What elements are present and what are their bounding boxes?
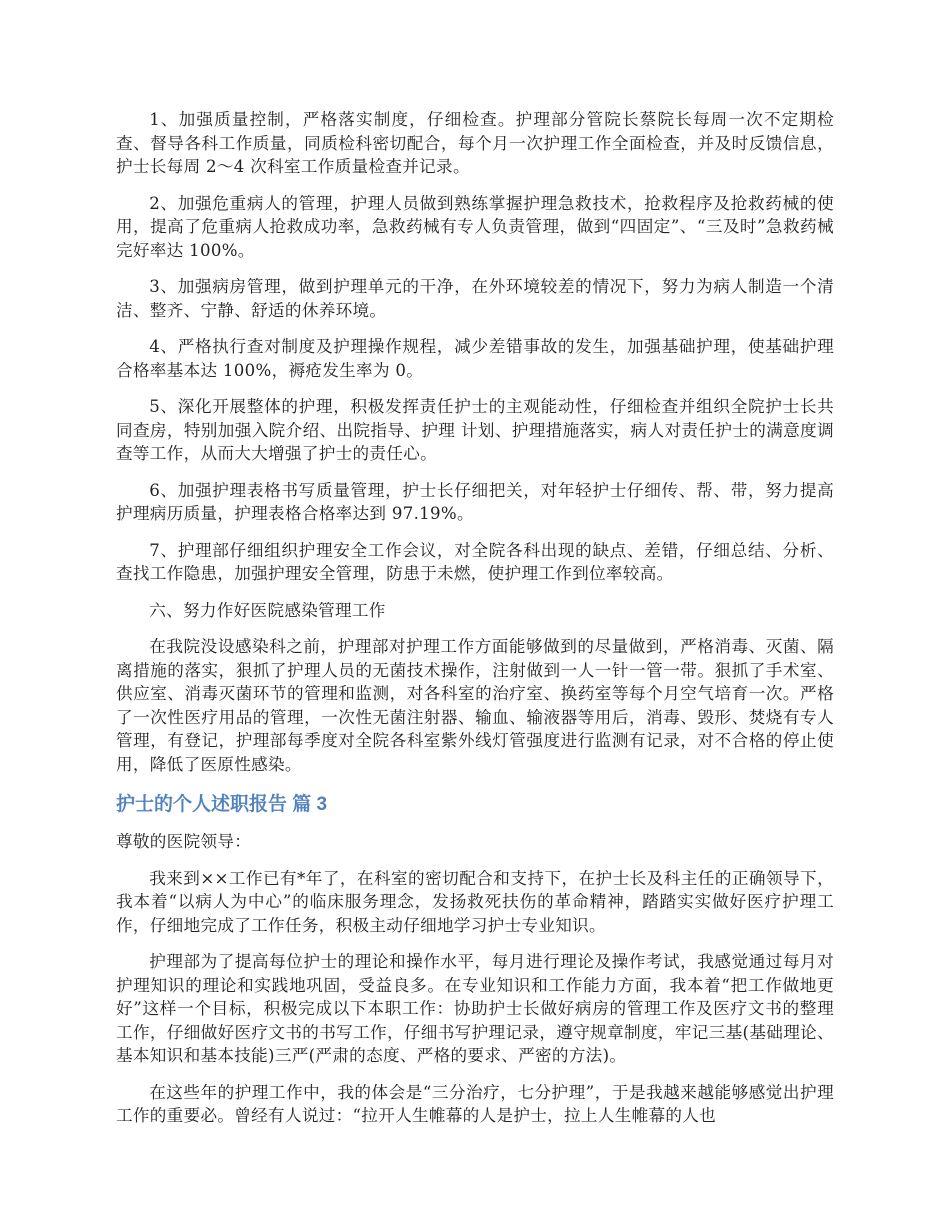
paragraph-critical-patients: 2、加强危重病人的管理，护理人员做到熟练掌握护理急救技术，抢救程序及抢救药械的使用，提高了危重病人抢救成功率，急救药械有专人负责管理，做到“四固定”、“三及时”急救药械完好率达 100%。 — [116, 193, 834, 260]
report-heading: 护士的个人述职报告 篇 3 — [116, 794, 328, 815]
salutation: 尊敬的医院领导： — [116, 832, 252, 851]
paragraph-verification-rules: 4、严格执行查对制度及护理操作规程，减少差错事故的发生，加强基础护理，使基础护理合格率基本达 100%，褥疮发生率为 0。 — [116, 337, 834, 380]
paragraph-holistic-nursing: 5、深化开展整体的护理，积极发挥责任护士的主观能动性，仔细检查并组织全院护士长共同查房，特别加强入院介绍、出院指导、护理 计划、护理措施落实，病人对责任护士的满意度调查等工作，从而大大增强了护士的责任心。 — [116, 397, 834, 463]
section-title-infection-control: 六、努力作好医院感染管理工作 — [149, 600, 386, 620]
paragraph-form-writing: 6、加强护理表格书写质量管理，护士长仔细把关，对年轻护士仔细传、帮、带，努力提高护理病历质量，护理表格合格率达到 97.19%。 — [116, 480, 834, 523]
paragraph-ward-management: 3、加强病房管理，做到护理单元的干净，在外环境较差的情况下，努力为病人制造一个清洁、整齐、宁静、舒适的休养环境。 — [116, 277, 834, 320]
paragraph-quality-control: 1、加强质量控制，严格落实制度，仔细检查。护理部分管院长蔡院长每周一次不定期检查、督导各科工作质量，同质检科密切配合，每个月一次护理工作全面检查，并及时反馈信息，护士长每周 2～4 次科室工作质量检查并记录。 — [116, 110, 834, 176]
paragraph-infection-control: 在我院没设感染科之前，护理部对护理工作方面能够做到的尽量做到，严格消毒、灭菌、隔离措施的落实，狠抓了护理人员的无菌技术操作，注射做到一人一针一管一带。狠抓了手术室、供应室、消毒灭菌环节的管理和监测，对各科室的治疗室、换药室等每个月空气培育一次。严格了一次性医疗用品的管理，一次性无菌注射器、输血、输液器等用后，消毒、毁形、焚烧有专人管理，有登记，护理部每季度对全院各科室紫外线灯管强度进行监测有记录，对不合格的停止使用，降低了医原性感染。 — [116, 637, 834, 774]
paragraph-safety-meeting: 7、护理部仔细组织护理安全工作会议，对全院各科出现的缺点、差错，仔细总结、分析、查找工作隐患，加强护理安全管理，防患于未燃，使护理工作到位率较高。 — [116, 540, 834, 583]
paragraph-experience: 在这些年的护理工作中，我的体会是“三分治疗，七分护理”，于是我越来越能够感觉出护理工作的重要必。曾经有人说过：“拉开人生帷幕的人是护士，拉上人生帷幕的人也 — [116, 1082, 834, 1125]
paragraph-training: 护理部为了提高每位护士的理论和操作水平，每月进行理论及操作考试，我感觉通过每月对护理知识的理论和实践地巩固，受益良多。在专业知识和工作能力方面，我本着“把工作做地更好”这样一个目标，积极完成以下本职工作：协助护士长做好病房的管理工作及医疗文书的整理工作，仔细做好医疗文书的书写工作，仔细书写护理记录，遵守规章制度，牢记三基(基础理论、基本知识和基本技能)三严(严肃的态度、严格的要求、严密的方法)。 — [116, 952, 834, 1065]
paragraph-introduction: 我来到××工作已有*年了，在科室的密切配合和支持下，在护士长及科主任的正确领导下，我本着“以病人为中心”的临床服务理念，发扬救死扶伤的革命精神，踏踏实实做好医疗护理工作，仔细地完成了工作任务，积极主动仔细地学习护士专业知识。 — [116, 868, 834, 935]
